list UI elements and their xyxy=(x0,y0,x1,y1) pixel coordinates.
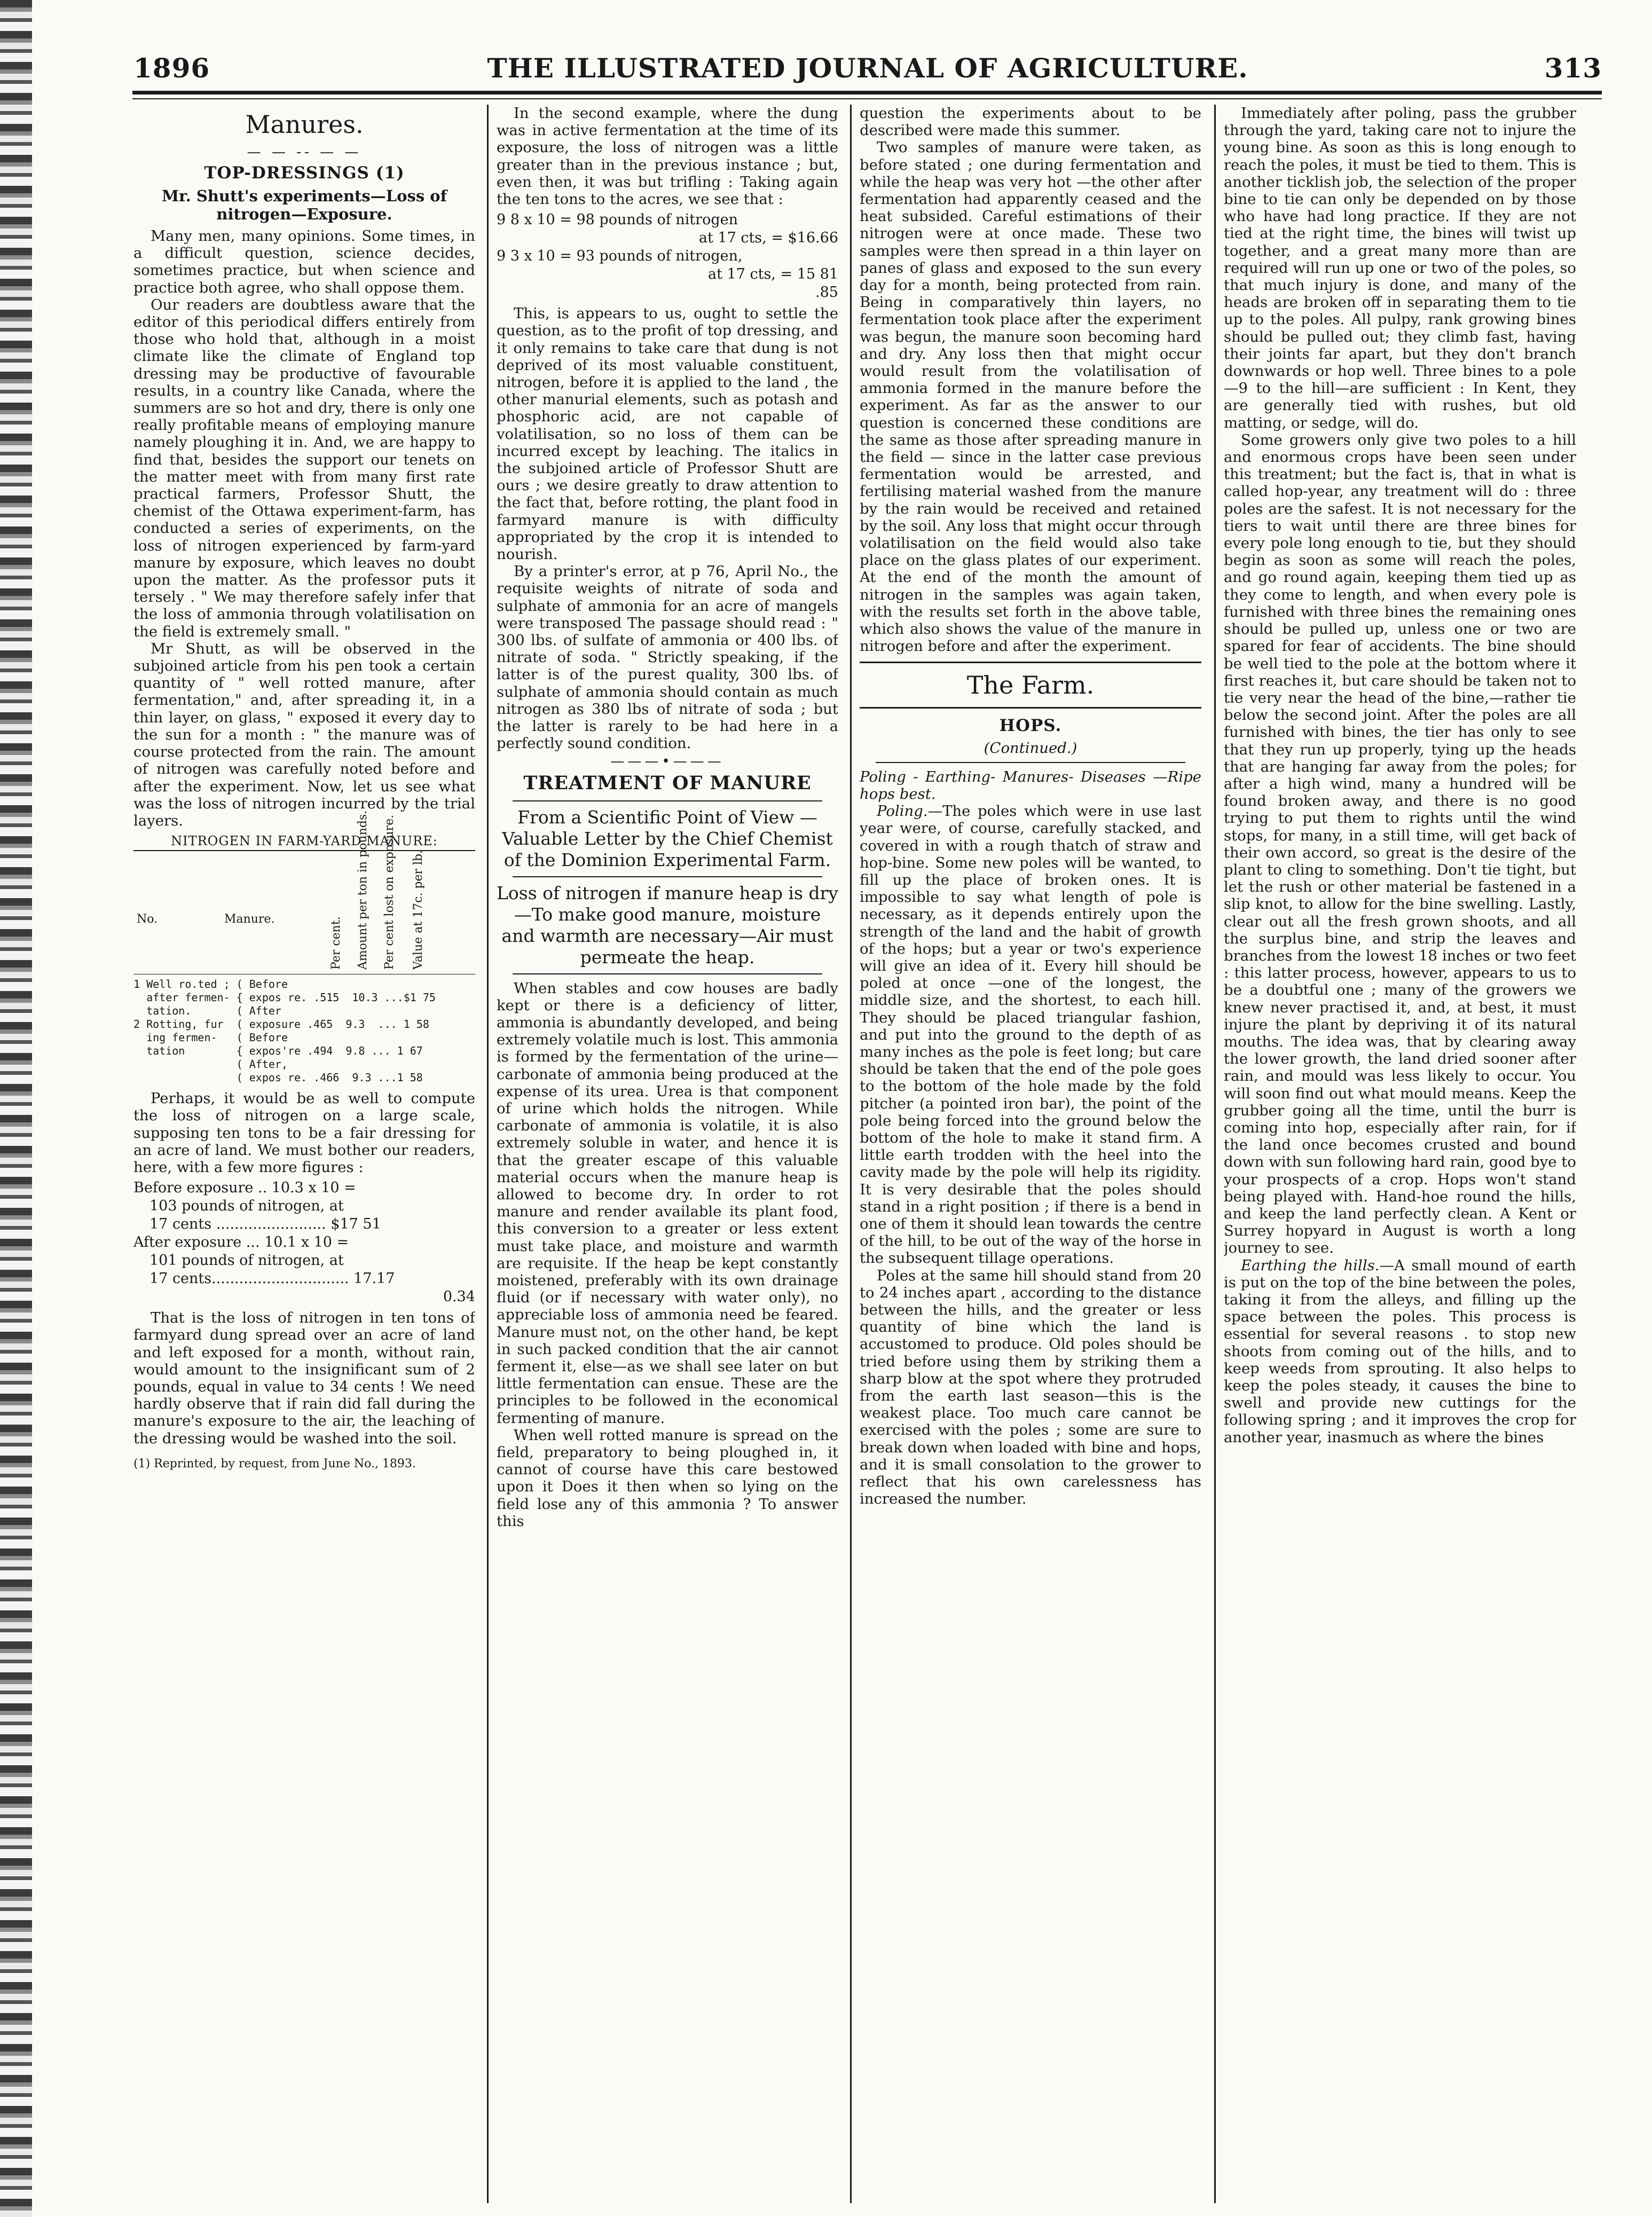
section-divider xyxy=(860,707,1201,709)
table-row: ( expos re. .466 9.3 ...1 58 xyxy=(133,1071,423,1084)
paragraph: Many men, many opinions. Some times, in a difficult question, science decides, sometimes practice, but when science and practice both agree, who shall oppose them. xyxy=(133,227,475,296)
table-header-amount: Amount per ton in pounds. xyxy=(356,810,369,970)
calc-line: 101 pounds of nitrogen, at xyxy=(150,1252,344,1269)
table-row: tation { expos're .494 9.8 ... 1 67 xyxy=(133,1044,423,1058)
table-header-lost: Per cent lost on exposure. xyxy=(383,814,396,970)
article-deck: Loss of nitrogen if manure heap is dry —To make good manure, moisture and warmth are necessary—Air must permeate the heap. xyxy=(497,882,838,968)
paragraph: By a printer's error, at p 76, April No., the requisite weights of nitrate of soda and sulphate of ammonia for an acre of mangels were transposed The passage should read : " 300 lbs. of sulfate of ammonia or 400 lbs. of nitrate of soda. " Strictly speaking, if the latter is of the purest quality, 300 lbs. of sulphate of ammonia should contain as much nitrogen as 380 lbs of nitrate of soda ; but the latter is rarely to be had here in a perfectly sound condition. xyxy=(497,563,838,752)
paragraph: question the experiments about to be described were made this summer. xyxy=(860,105,1201,139)
continued-note: (Continued.) xyxy=(984,739,1077,757)
calc-line: Before exposure .. 10.3 x 10 = xyxy=(133,1180,356,1197)
paragraph: Poles at the same hill should stand from 20 to 24 inches apart , according to the distance between the hills, and the greater or less quantity of bine which the land is accustomed to produce. Old poles should be tried before using them by striking them a sharp blow at the spot where they protruded from the earth last season—this is the weakest place. Too much care cannot be exercised with the poles ; some are sure to break down when loaded with bine and hops, and it is small consolation to the grower to reflect that his own carelessness has increased the number. xyxy=(860,1267,1201,1508)
column-4 xyxy=(1224,105,1576,2203)
divider xyxy=(513,973,822,974)
table-row: ( After, xyxy=(133,1058,288,1071)
calc-line: 17 cents.............................. 17.17 xyxy=(150,1270,395,1287)
page-number: 313 xyxy=(1544,52,1602,84)
article-deck: From a Scientific Point of View — Valuable Letter by the Chief Chemist of the Dominion Experimental Farm. xyxy=(502,806,833,870)
paragraph-text: —The poles which were in use last year were, of course, carefully stacked, and covered in with a rough thatch of straw and hop-bine. Some new poles will be wanted, to fill up the place of broken ones. It is impossible to say what length of pole is necessary, as it depends entirely upon the strength of the land and the habit of growth of the hops; but a year or two's experience will give an idea of it. Every hill should be poled at once —one of the longest, the middle size, and the shortest, to each hill. They should be placed triangular fashion, and put into the ground to the depth of as many inches as the pole is feet long; but care should be taken that the end of the pole goes to the bottom of the hole made by the fold pitcher (a pointed iron bar), the point of the pole being forced into the ground below the bottom of the hole to make it stand firm. A little earth trodden with the heel into the cavity made by the pole will help its rigidity. It is very desirable that the poles should stand in a right position ; if there is a bend in one of them it should lean towards the centre of the hill, to be out of the way of the horse in the subsequent tillage operations. xyxy=(860,803,1201,1267)
calculation-block xyxy=(133,1179,475,1306)
footnote: (1) Reprinted, by request, from June No., 1893. xyxy=(133,1457,416,1471)
table-row: after fermen- { expos re. .515 10.3 ...$1 75 xyxy=(133,991,436,1004)
calc-line: 9 8 x 10 = 98 pounds of nitrogen xyxy=(497,211,738,229)
column-rule xyxy=(1214,105,1216,2203)
section-title-farm: The Farm. xyxy=(966,670,1095,699)
table-header-manure: Manure. xyxy=(224,913,275,926)
ornament-rule: ———•——— xyxy=(610,753,725,769)
page-binding-edge xyxy=(0,0,32,2217)
calc-line: 103 pounds of nitrogen, at xyxy=(150,1198,344,1215)
article-title-top-dressings: TOP-DRESSINGS (1) xyxy=(204,163,405,183)
paragraph: Mr Shutt, as will be observed in the subjoined article from his pen took a certain quantity of " well rotted manure, after fermentation," and, after spreading it, in a thin layer, on glass, " exposed it every day to the sun for a month : " the manure was of course protected from the rain. The amount of nitrogen was carefully noted before and after the experiment. Now, let us see what was the loss of nitrogen incurred by the trial layers. xyxy=(133,640,475,829)
table-caption: NITROGEN IN FARM-YARD MANURE: xyxy=(171,834,438,849)
paragraph: This, is appears to us, ought to settle the question, as to the profit of top dressing, and it only remains to take care that dung is not deprived of its most valuable constituent, nitrogen, before it is applied to the land , the other manurial elements, such as potash and phosphoric acid, are not capable of volatilisation, so no loss of them can be incurred except by leaching. The italics in the subjoined article of Professor Shutt are ours ; we desire greatly to draw attention to the fact that, before rotting, the plant food in farmyard manure is with difficulty appropriated by the crop it is intended to nourish. xyxy=(497,305,838,563)
column-rule xyxy=(487,105,489,2203)
paragraph: When well rotted manure is spread on the field, preparatory to being ploughed in, it cannot of course have this care bestowed upon it Does it then when so lying on the field lose any of this ammonia ? To answer this xyxy=(497,1426,838,1530)
divider xyxy=(513,800,822,801)
table-header-per-cent: Per cent. xyxy=(329,916,343,970)
column-3 xyxy=(860,105,1201,2203)
header-year: 1896 xyxy=(133,52,210,84)
calc-line: at 17 cts, = $16.66 xyxy=(698,230,838,247)
calc-line: 9 3 x 10 = 93 pounds of nitrogen, xyxy=(497,248,743,265)
table-row: ing fermen- ( Before xyxy=(133,1031,288,1044)
header-rule-thick xyxy=(132,91,1602,95)
article-title-treatment: TREATMENT OF MANURE xyxy=(523,772,812,794)
paragraph: In the second example, where the dung was in active fermentation at the time of its exposure, the loss of nitrogen was a little greater than in the previous instance ; but, even then, it was but trifling : Taking again the ten tons to the acres, we see that : xyxy=(497,105,838,208)
calc-line: at 17 cts, = 15 81 xyxy=(708,266,838,283)
header-rule-thin xyxy=(132,98,1602,99)
running-header xyxy=(133,47,1602,90)
table-header-no: No. xyxy=(137,913,158,926)
column-rule xyxy=(850,105,852,2203)
run-in-heading: Poling. xyxy=(877,803,928,820)
calculation-block xyxy=(497,211,838,302)
calc-line: After exposure ... 10.1 x 10 = xyxy=(133,1234,349,1251)
divider xyxy=(513,876,822,877)
table-row: tation. ( After xyxy=(133,1004,281,1018)
topic-list: Poling - Earthing- Manures- Diseases —Ripe hops best. xyxy=(860,768,1201,803)
column-2 xyxy=(497,105,838,2203)
calc-difference: 0.34 xyxy=(443,1288,475,1306)
paragraph: Our readers are doubtless aware that the editor of this periodical differs entirely from those who hold that, although in a moist climate like the climate of England top dressing may be productive of favourable results, in a country like Canada, where the summers are so hot and dry, there is only one really profitable means of employing manure namely ploughing it in. And, we are happy to find that, besides the support our tenets on the matter meet with from many first rate practical farmers, Professor Shutt, the chemist of the Ottawa experiment-farm, has conducted a series of experiments, on the loss of nitrogen experienced by farm-yard manure by exposure, which leaves no doubt upon the matter. As the professor puts it tersely . " We may therefore safely infer that the loss of ammonia through volatilisation on the field is extremely small. " xyxy=(133,296,475,640)
table-row: 1 Well ro.ted ; ( Before xyxy=(133,978,288,991)
table-body xyxy=(133,978,475,1084)
run-in-heading: Earthing the hills. xyxy=(1241,1256,1380,1274)
table-header-value: Value at 17c. per lb. xyxy=(412,850,425,970)
paragraph: Two samples of manure were taken, as before stated ; one during fermentation and while the heap was very hot —the other after fermentation had apparently ceased and the heat subsided. Careful estimations of their nitrogen were at once made. These two samples were then spread in a thin layer on panes of glass and exposed to the sun every day for a month, being protected from rain. Being in comparatively thin layers, no fermentation took place after the experiment was begun, the manure soon becoming hard and dry. Any loss then that might occur would result from the volatilisation of ammonia formed in the manure before the experiment. As far as the answer to our question is concerned these conditions are the same as those after spreading manure in the field — since in the latter case previous fermentation would be arrested, and fertilising material washed from the manure by the rain would be received and retained by the soil. Any loss that might occur through volatilisation on the field would also take place on the glass plates of our experiment. At the end of the month the amount of nitrogen in the samples was again taken, with the results set forth in the above table, which also shows the value of the manure in nitrogen before and after the experiment. xyxy=(860,139,1201,655)
calc-difference: .85 xyxy=(815,284,838,301)
ornament-rule: — — -- — — xyxy=(247,144,362,160)
paragraph: Some growers only give two poles to a hill and enormous crops have been seen under this treatment; but the fact is, that in what is called hop-year, any treatment will do : three poles are the safest. It is not necessary for the tiers to wait until there are three bines for every pole long enough to tie, but they should begin as soon as some will reach the poles, and go round again, keeping them tied up as they come to length, and when every pole is furnished with three bines the remaining ones should be pulled up, unless one or two are spared for fear of accidents. The bine should be well tied to the pole at the bottom where it first reaches it, but care should be taken not to tie very near the head of the bine,—rather tie below the second joint. After the poles are all furnished with bines, the tier has only to see that they run up properly, tying up the heads that are hanging far away from the poles; for after a high wind, many a hundred will be found broken away, and there is no good trying to put them to rights until the wind stops, for many, in a still time, will get back of their own accord, so great is the desire of the plant to cling to something. Don't tie tight, but let the rush or other material be fastened in a slip knot, to allow for the bine swelling. Lastly, clear out all the fresh grown shoots, and all the surplus bine, and strip the leaves and branches from the lowest 18 inches or two feet : this latter process, however, appears to us to be a doubtful one ; many of the growers we knew never practised it, and, at best, it must injure the plant by depriving it of its natural mouths. The idea was, that by clearing away the lower growth, the land dried sooner after rain, and mould was less likely to occur. You will soon find out what mould means. Keep the grubber going all the time, until the burr is coming into hop, especially after rain, for if the land once becomes crusted and bound down with sun following hard rain, good bye to your prospects of a crop. Hops won't stand being played with. Hand-hoe round the hills, and keep the land perfectly clean. A Kent or Surrey hopyard in August is worth a long journey to see. xyxy=(1224,431,1576,1257)
journal-title: THE ILLUSTRATED JOURNAL OF AGRICULTURE. xyxy=(487,52,1248,84)
section-divider xyxy=(860,662,1201,663)
paragraph: Perhaps, it would be as well to compute the loss of nitrogen on a large scale, supposing ten tons to be a fair dressing for an acre of land. We must bother our readers, here, with a few more figures : xyxy=(133,1090,475,1176)
paragraph: That is the loss of nitrogen in ten tons of farmyard dung spread over an acre of land and left exposed for a month, without rain, would amount to the insignificant sum of 2 pounds, equal in value to 34 cents ! We need hardly observe that if rain did fall during the manure's exposure to the air, the leaching of the dressing would be washed into the soil. xyxy=(133,1309,475,1447)
nitrogen-table xyxy=(133,810,475,1084)
article-deck: Mr. Shutt's experiments—Loss of nitrogen—Exposure. xyxy=(161,187,447,223)
paragraph-text: —A small mound of earth is put on the top of the bine between the poles, taking it from the alleys, and filling up the space between the poles. This process is essential for several reasons . to stop new shoots from coming out of the hills, and to keep weeds from sprouting. It also helps to keep the poles steady, it causes the bine to swell and provide new cuttings for the following spring ; and it improves the crop for another year, inasmuch as where the bines xyxy=(1224,1256,1576,1446)
paragraph xyxy=(860,803,1201,1267)
article-title-hops: HOPS. xyxy=(999,716,1062,735)
paragraph xyxy=(1224,1257,1576,1446)
table-row: 2 Rotting, fur ( exposure .465 9.3 ... 1 58 xyxy=(133,1018,429,1031)
paragraph: When stables and cow houses are badly kept or there is a deficiency of litter, ammonia is abundantly developed, and being extremely volatile much is lost. This ammonia is formed by the fermentation of the urine—carbonate of ammonia being produced at the expense of its urea. Urea is that component of urine which holds the nitrogen. While carbonate of ammonia is volatile, it is also extremely soluble in water, and hence it is that the greater escape of this valuable material occurs when the manure heap is allowed to become dry. In order to rot manure and render available its plant food, this conversion to a greater or less extent must take place, and moisture and warmth are requisite. If the heap be kept constantly moistened, preferably with its own drainage fluid (or if necessary with water only), no appreciable loss of ammonia need be feared. Manure must not, on the other hand, be kept in such packed condition that the air cannot ferment it, else—as we shall see later on but little fermentation can ensue. These are the principles to be followed in the economical fermenting of manure. xyxy=(497,979,838,1427)
paragraph: Immediately after poling, pass the grubber through the yard, taking care not to injure the young bine. As soon as this is long enough to reach the poles, it must be tied to them. This is another ticklish job, the selection of the proper bine to tie can only be depended on by those who have had long practice. If they are not tied at the right time, the bines will twist up together, and a great many more than are required will run up one or two of the poles, so that much injury is done, and many of the heads are broken off in separating them to tie up to the poles. All pulpy, rank growing bines should be pulled out; they climb fast, having their joints far apart, but they don't branch downwards or hop well. Three bines to a pole—9 to the hill—are sufficient : In Kent, they are generally tied with rushes, but old matting, or sedge, will do. xyxy=(1224,105,1576,431)
divider xyxy=(876,762,1185,763)
column-1 xyxy=(133,105,475,2203)
section-title-manures: Manures. xyxy=(245,110,364,139)
calc-line: 17 cents ........................ $17 51 xyxy=(150,1216,381,1233)
